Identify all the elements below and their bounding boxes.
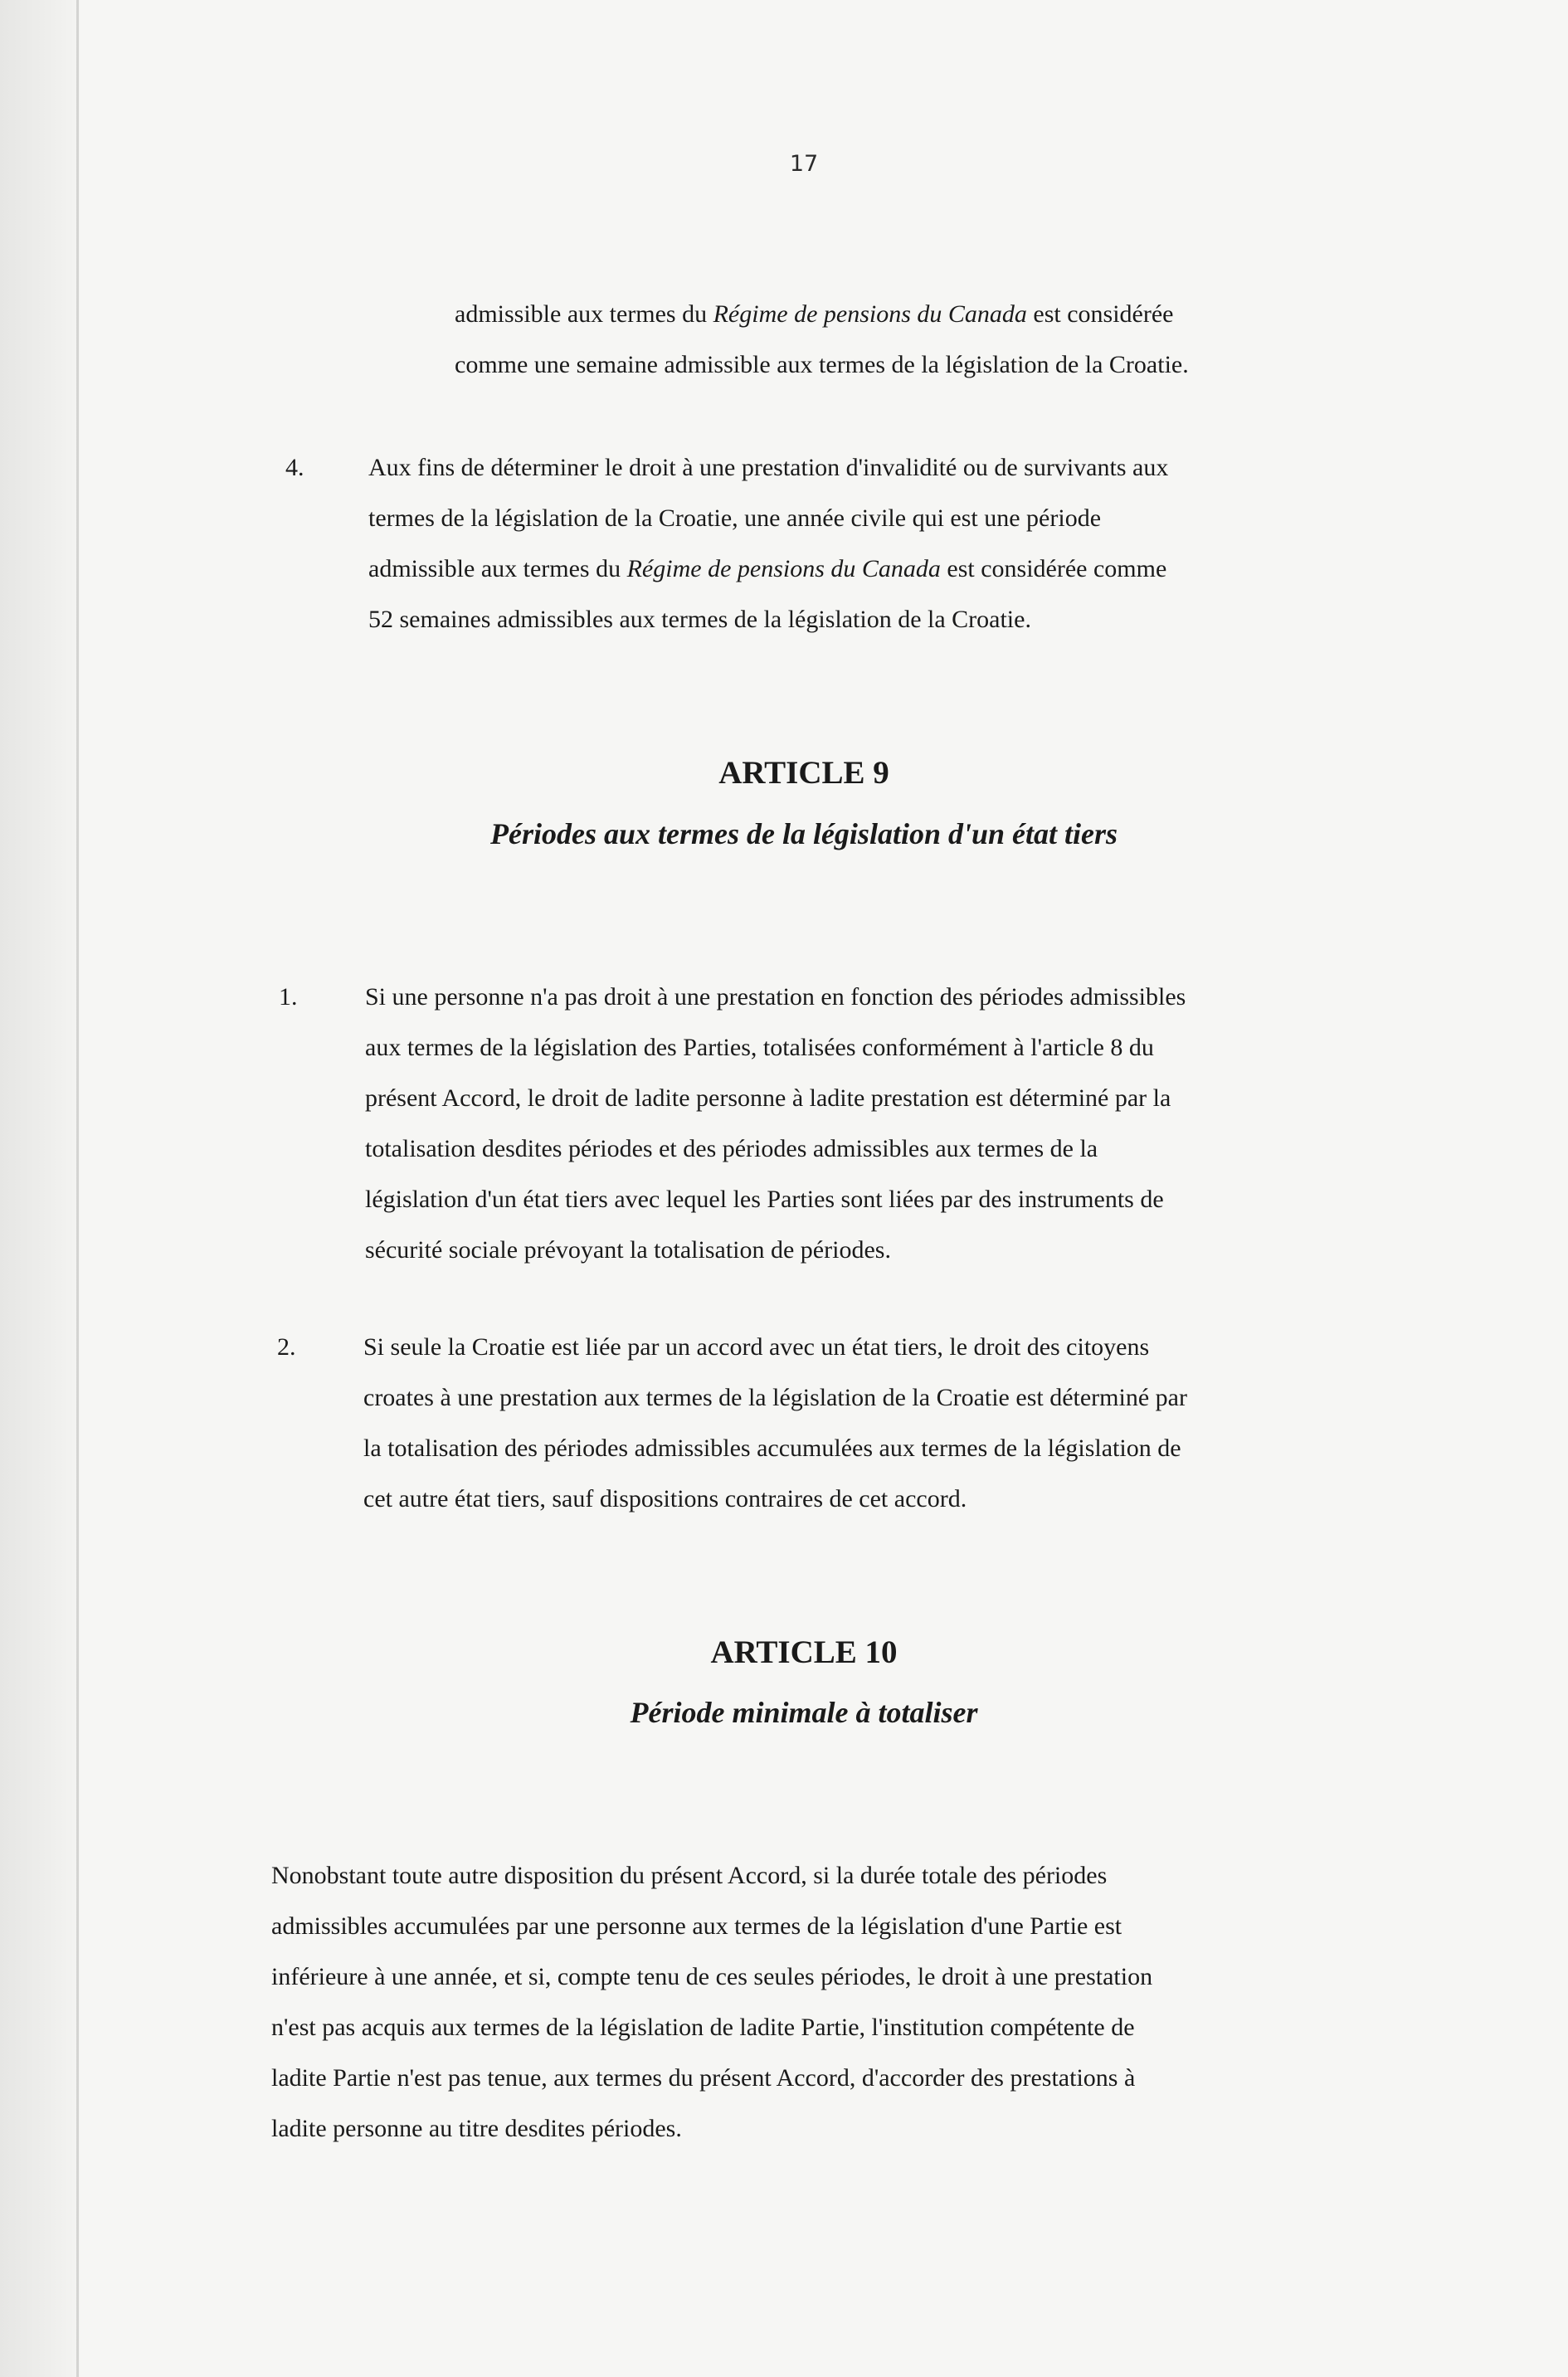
article-10-line: inférieure à une année, et si, compte tenu de ces seules périodes, le droit à une prestation <box>271 1963 1153 1990</box>
article-9-title: ARTICLE 9 <box>718 755 889 791</box>
para-4-line-3: admissible aux termes du Régime de pensions du Canada est considérée comme <box>368 555 1167 582</box>
continuation-line-2: comme une semaine admissible aux termes de la législation de la Croatie. <box>455 351 1189 378</box>
para-4-line-1: Aux fins de déterminer le droit à une prestation d'invalidité ou de survivants aux <box>368 454 1169 481</box>
regime-title-italic: Régime de pensions du Canada <box>626 555 941 582</box>
para-4-line-4: 52 semaines admissibles aux termes de la législation de la Croatie. <box>368 606 1031 633</box>
para-4-line-2: termes de la législation de la Croatie, une année civile qui est une période <box>368 504 1102 532</box>
article-9-para-2-number: 2. <box>277 1333 296 1361</box>
para-4 <box>368 442 1168 645</box>
article-10-line: admissibles accumulées par une personne aux termes de la législation d'une Partie est <box>271 1912 1122 1940</box>
article-9-para-1-line: présent Accord, le droit de ladite personne à ladite prestation est déterminé par la <box>365 1084 1171 1112</box>
article-9-para-2-line: cet autre état tiers, sauf dispositions contraires de cet accord. <box>363 1485 967 1512</box>
article-10-subtitle: Période minimale à totaliser <box>630 1696 978 1729</box>
article-9-para-1-number: 1. <box>279 983 298 1011</box>
article-10-line: Nonobstant toute autre disposition du présent Accord, si la durée totale des périodes <box>271 1862 1108 1889</box>
page-number: 17 <box>789 151 819 177</box>
regime-title-italic: Régime de pensions du Canada <box>713 300 1027 328</box>
article-9-para-1-line: Si une personne n'a pas droit à une prestation en fonction des périodes admissibles <box>365 983 1186 1011</box>
article-9-para-1-line: sécurité sociale prévoyant la totalisation de périodes. <box>365 1236 891 1264</box>
article-10-paragraph <box>271 1850 1152 2154</box>
article-10-line: ladite personne au titre desdites périodes. <box>271 2115 682 2142</box>
article-9-para-2-line: croates à une prestation aux termes de la législation de la Croatie est déterminé par <box>363 1384 1187 1411</box>
article-10-title: ARTICLE 10 <box>710 1634 898 1670</box>
article-9-para-1-line: totalisation desdites périodes et des périodes admissibles aux termes de la <box>365 1135 1098 1162</box>
para-4-number: 4. <box>285 454 304 481</box>
article-9-para-2 <box>363 1322 1187 1524</box>
article-9-para-1-line: législation d'un état tiers avec lequel les Parties sont liées par des instruments de <box>365 1186 1164 1213</box>
article-10-line: n'est pas acquis aux termes de la législation de ladite Partie, l'institution compétente de <box>271 2014 1135 2041</box>
continuation-paragraph <box>455 289 1189 390</box>
article-9-para-2-line: Si seule la Croatie est liée par un accord avec un état tiers, le droit des citoyens <box>363 1333 1150 1361</box>
article-9-para-2-line: la totalisation des périodes admissibles accumulées aux termes de la législation de <box>363 1434 1181 1462</box>
article-9-subtitle: Périodes aux termes de la législation d'un état tiers <box>490 817 1118 850</box>
article-10-line: ladite Partie n'est pas tenue, aux termes du présent Accord, d'accorder des prestations à <box>271 2064 1136 2092</box>
article-9-para-1-line: aux termes de la législation des Parties, totalisées conformément à l'article 8 du <box>365 1034 1154 1061</box>
article-9-para-1 <box>365 972 1186 1275</box>
continuation-line-1: admissible aux termes du Régime de pensions du Canada est considérée <box>455 300 1174 328</box>
